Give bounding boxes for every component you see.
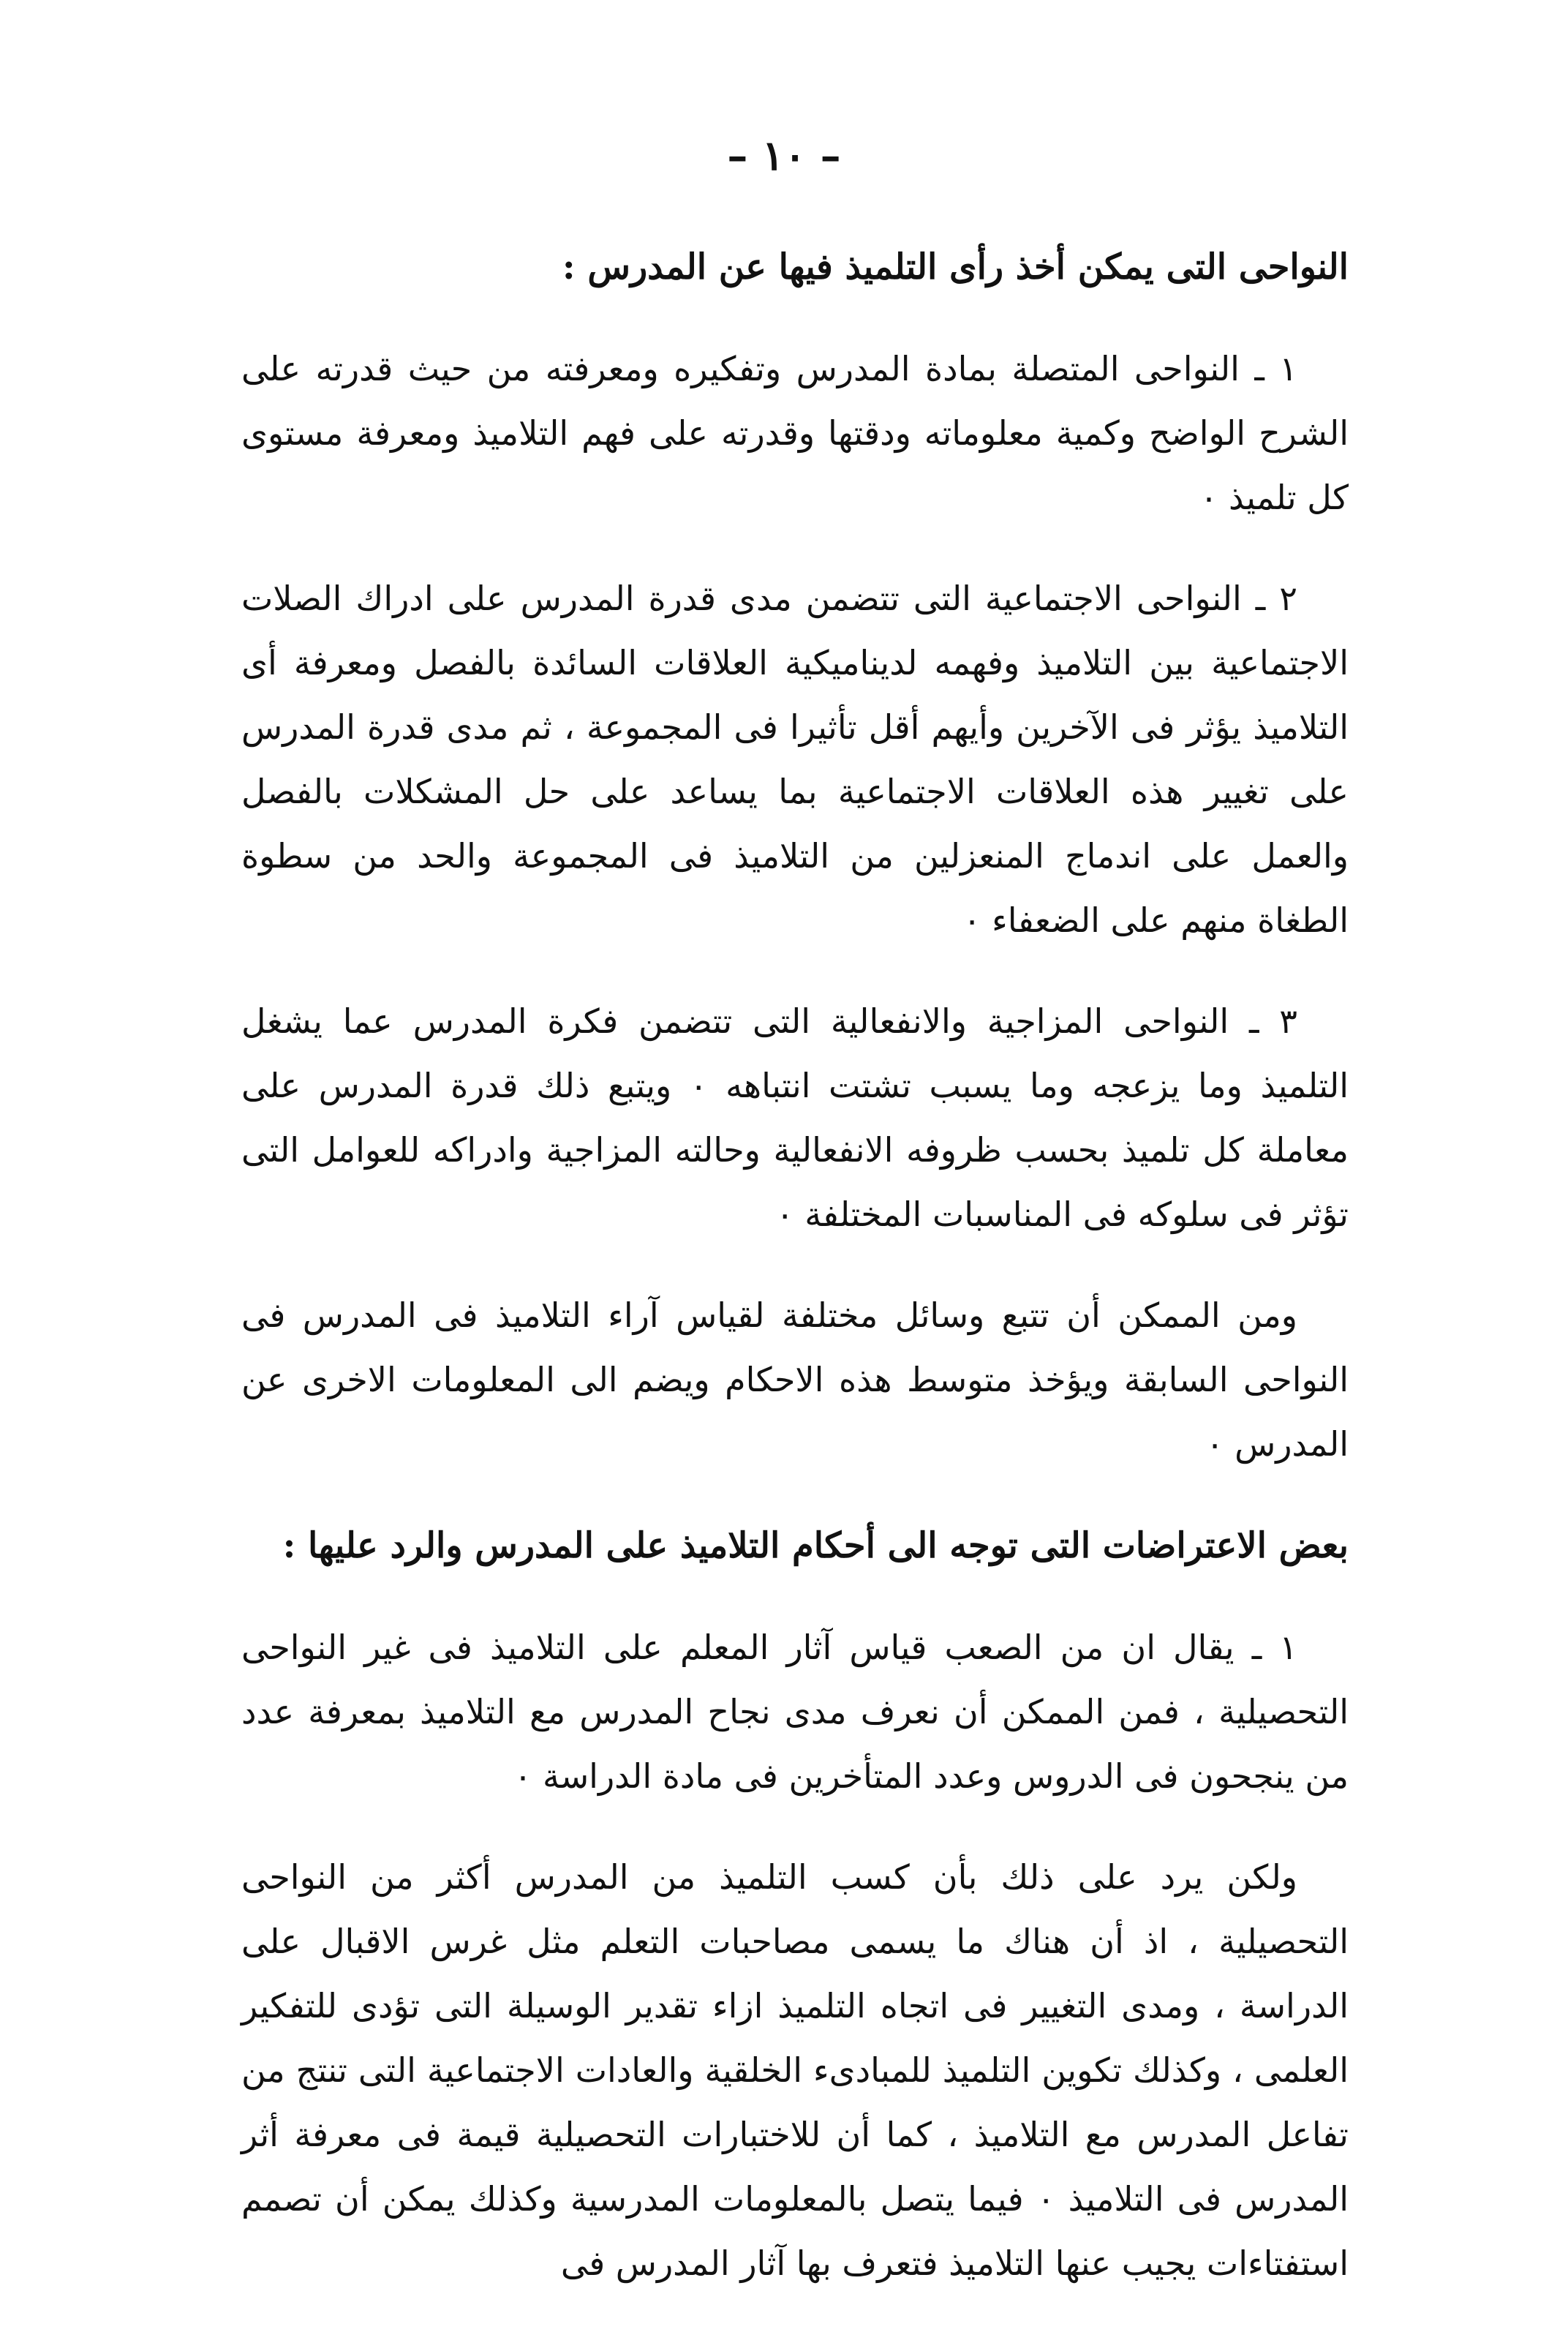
paragraph-subject-knowledge: ١ ـ النواحى المتصلة بمادة المدرس وتفكيره ومعرفته من حيث قدرته على الشرح الواضح وكمية معلوماته ودقتها وقدرته على فهم التلاميذ ومعرفة مستوى كل تلميذ ٠ xyxy=(241,349,1349,517)
paragraph-emotional-aspects: ٣ ـ النواحى المزاجية والانفعالية التى تتضمن فكرة المدرس عما يشغل التلميذ وما يزعجه وما يسبب تشتت انتباهه ٠ ويتبع ذلك قدرة المدرس على معاملة كل تلميذ بحسب ظروفه الانفعالية وحالته المزاجية وادراكه للعوامل التى تؤثر فى سلوكه فى المناسبات المختلفة ٠ xyxy=(241,1001,1349,1234)
page-number: – ١٠ – xyxy=(727,132,841,180)
paragraph-response: ولكن يرد على ذلك بأن كسب التلميذ من المدرس أكثر من النواحى التحصيلية ، اذ أن هناك ما يسمى مصاحبات التعلم مثل غرس الاقبال على الدراسة ، ومدى التغيير فى اتجاه التلميذ ازاء تقدير الوسيلة التى تؤدى للتفكير العلمى ، وكذلك تكوين التلميذ للمبادىء الخلقية والعادات الاجتماعية التى تنتج من تفاعل المدرس مع التلاميذ ، كما أن للاختبارات التحصيلية قيمة فى معرفة أثر المدرس فى التلاميذ ٠ فيما يتصل بالمعلومات المدرسية وكذلك يمكن أن تصمم استفتاءات يجيب عنها التلاميذ فتعرف بها آثار المدرس فى xyxy=(241,1857,1349,2283)
paragraph-social-aspects: ٢ ـ النواحى الاجتماعية التى تتضمن مدى قدرة المدرس على ادراك الصلات الاجتماعية بين التلاميذ وفهمه لديناميكية العلاقات السائدة بالفصل ومعرفة أى التلاميذ يؤثر فى الآخرين وأيهم أقل تأثيرا فى المجموعة ، ثم مدى قدرة المدرس على تغيير هذه العلاقات الاجتماعية بما يساعد على حل المشكلات بالفصل والعمل على اندماج المنعزلين من التلاميذ فى المجموعة والحد من سطوة الطغاة منهم على الضعفاء ٠ xyxy=(241,579,1349,940)
section-heading-opinion-areas: النواحى التى يمكن أخذ رأى التلميذ فيها عن المدرس : xyxy=(562,247,1349,287)
paragraph-measurement-methods: ومن الممكن أن تتبع وسائل مختلفة لقياس آراء التلاميذ فى المدرس فى النواحى السابقة ويؤخذ متوسط هذه الاحكام ويضم الى المعلومات الاخرى عن المدرس ٠ xyxy=(241,1295,1349,1464)
page-content xyxy=(241,234,1349,2332)
paragraph-objection-one: ١ ـ يقال ان من الصعب قياس آثار المعلم على التلاميذ فى غير النواحى التحصيلية ، فمن الممكن أن نعرف مدى نجاح المدرس مع التلاميذ بمعرفة عدد من ينجحون فى الدروس وعدد المتأخرين فى مادة الدراسة ٠ xyxy=(241,1628,1349,1796)
section-heading-objections: بعض الاعتراضات التى توجه الى أحكام التلاميذ على المدرس والرد عليها : xyxy=(282,1525,1349,1566)
